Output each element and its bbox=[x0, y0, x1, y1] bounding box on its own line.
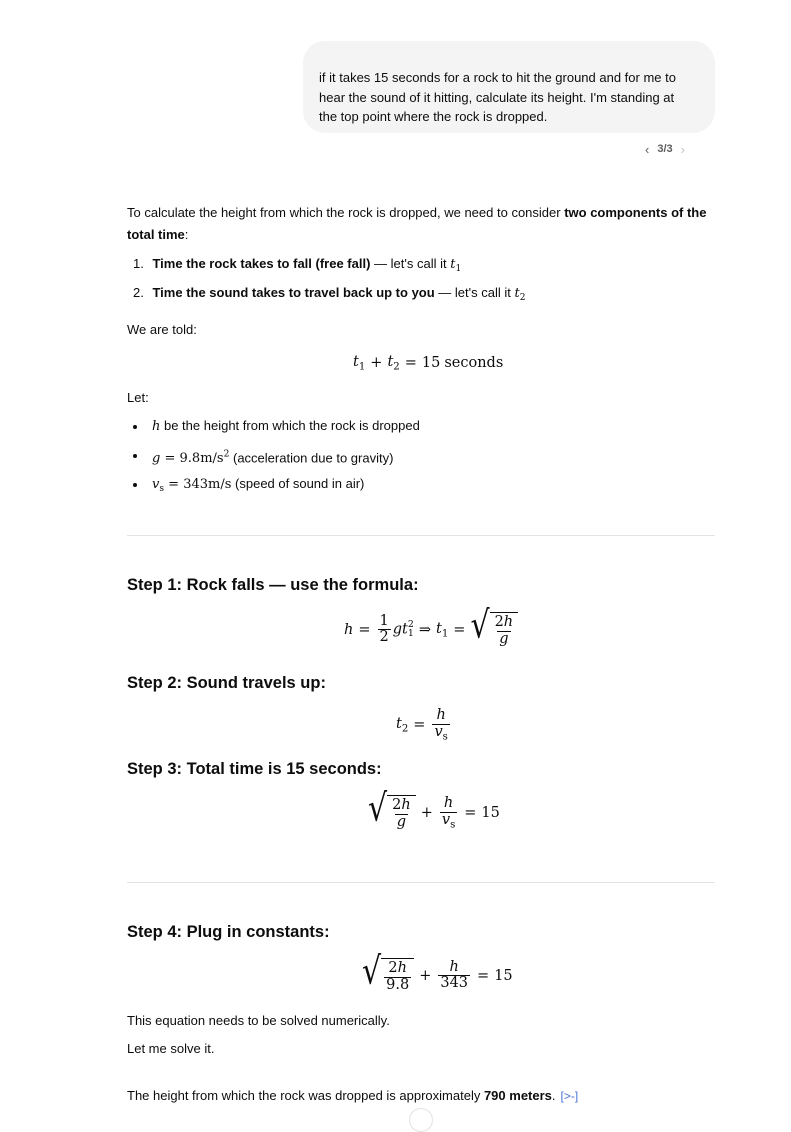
result-bold: 790 meters bbox=[483, 1088, 552, 1103]
let-text: Let: bbox=[127, 390, 149, 405]
divider bbox=[127, 882, 715, 883]
solve-me: Let me solve it. bbox=[127, 1041, 215, 1056]
step4-v: 343 bbox=[440, 975, 469, 992]
intro-colon: : bbox=[184, 227, 189, 242]
list-rest: — let's call it bbox=[370, 256, 451, 271]
bullet-dot bbox=[133, 425, 137, 429]
v-value: 343 bbox=[183, 477, 209, 492]
step4-g: 9.8 bbox=[386, 976, 410, 993]
step4-equation: √ $\frac{2h}{9.8}$ + $\frac{h}{343}$ = 15 bbox=[362, 949, 513, 994]
user-message-text: if it takes 15 seconds for a rock to hit the ground and for me to hear the sound of it hitting, calculate its height. I'm standing at the top point where the rock is dropped. bbox=[319, 70, 676, 124]
chevron-left-icon[interactable]: ‹ bbox=[645, 141, 650, 157]
result-paragraph bbox=[127, 1085, 578, 1107]
total-time-value: 15 bbox=[421, 355, 441, 372]
list-rest: — let's call it bbox=[434, 285, 515, 300]
g-unit: m/s bbox=[200, 451, 224, 467]
bullet-dot bbox=[133, 454, 137, 458]
step4-heading: Step 4: Plug in constants: bbox=[127, 923, 330, 941]
result-period: . bbox=[551, 1088, 556, 1103]
divider bbox=[127, 535, 715, 536]
list-number: 1. bbox=[133, 256, 144, 271]
list-item: $v_s = 343m/s$ (speed of sound in air) bbox=[152, 476, 365, 495]
scroll-down-button[interactable] bbox=[409, 1108, 433, 1132]
v-unit: m/s bbox=[208, 477, 232, 492]
g-value: 9.8 bbox=[179, 451, 201, 467]
total-time-equation: $t_1$ + $t_2$ = 15 seconds bbox=[353, 354, 504, 373]
list-item: $g = 9.8m/s^2$ (acceleration due to gravity) bbox=[152, 450, 394, 467]
step2-equation: $t_2$ = $\frac{h}{v_s}$ bbox=[396, 707, 448, 743]
step3-equation: √ $\frac{2h}{g}$ + $\frac{h}{v_s}$ = 15 bbox=[368, 786, 500, 831]
step1-equation: h = $\frac{1}{2}$ gt 2 1 ⇒ $t_1$ = √ $\frac{2h}{g}$ bbox=[344, 612, 518, 648]
step1-heading: Step 1: Rock falls — use the formula: bbox=[127, 576, 419, 594]
bullet-dot bbox=[133, 483, 137, 487]
list-item: h be the height from which the rock is dropped bbox=[152, 418, 420, 434]
intro-bold: two components of the total time bbox=[127, 205, 707, 242]
bullet-text: (acceleration due to gravity) bbox=[229, 450, 394, 466]
list-bold: Time the sound takes to travel back up to you bbox=[152, 285, 435, 300]
intro-text: To calculate the height from which the rock is dropped, we need to consider bbox=[127, 205, 565, 220]
code-citation-icon[interactable]: [>-] bbox=[560, 1089, 579, 1103]
list-bold: Time the rock takes to fall (free fall) bbox=[152, 256, 371, 271]
bullet-text: be the height from which the rock is dropped bbox=[160, 418, 420, 433]
pager-count: 3/3 bbox=[657, 143, 673, 155]
t1-symbol: $t_1$ bbox=[450, 257, 462, 275]
step4-rhs: 15 bbox=[494, 967, 513, 984]
step3-heading: Step 3: Total time is 15 seconds: bbox=[127, 760, 382, 778]
chevron-right-icon[interactable]: › bbox=[680, 141, 685, 157]
step3-rhs: 15 bbox=[481, 804, 500, 821]
total-time-unit: seconds bbox=[444, 355, 504, 372]
list-item bbox=[133, 283, 526, 308]
list-number: 2. bbox=[133, 285, 144, 300]
bullet-text: (speed of sound in air) bbox=[231, 476, 365, 491]
user-message-bubble bbox=[303, 41, 715, 133]
told-text: We are told: bbox=[127, 322, 197, 337]
solve-note: This equation needs to be solved numerically. bbox=[127, 1013, 390, 1028]
step2-heading: Step 2: Sound travels up: bbox=[127, 674, 326, 692]
response-pager bbox=[645, 141, 685, 157]
result-text: The height from which the rock was dropped is approximately bbox=[127, 1088, 484, 1103]
list-item bbox=[133, 254, 461, 279]
t2-symbol: $t_2$ bbox=[514, 286, 526, 304]
intro-paragraph bbox=[127, 202, 717, 246]
